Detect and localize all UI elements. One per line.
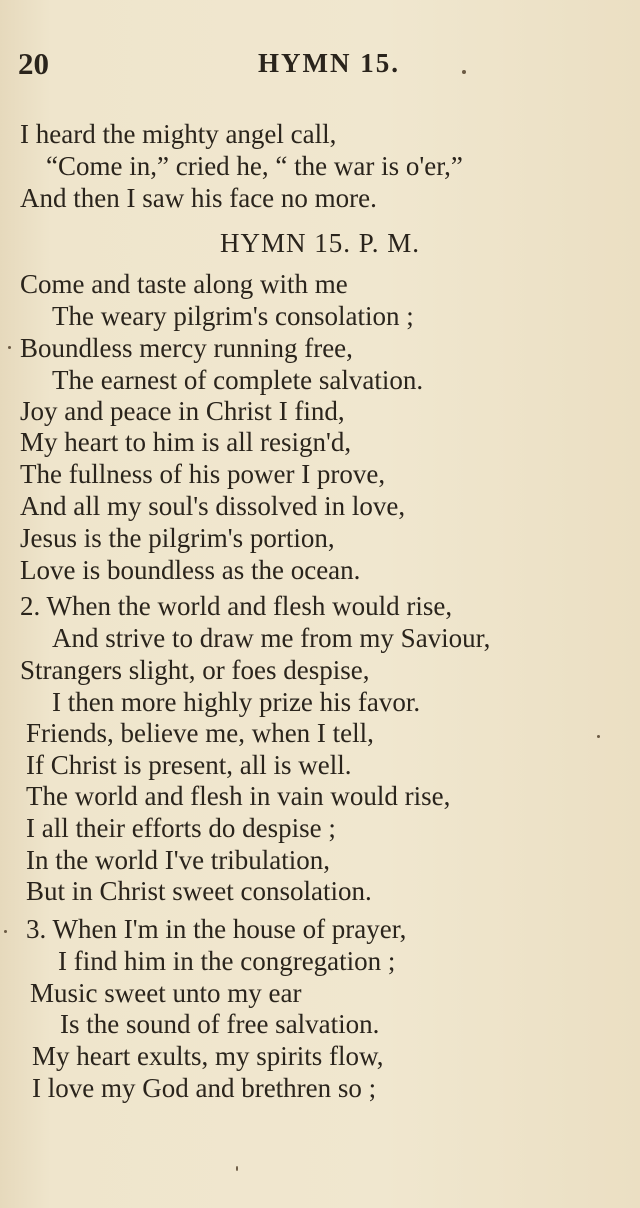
hymn-heading: HYMN 15. P. M. [219, 228, 421, 258]
verse-line: My heart to him is all resign'd, [20, 427, 352, 457]
verse-line: I then more highly prize his favor. [52, 687, 421, 717]
verse-line: Strangers slight, or foes despise, [20, 655, 370, 685]
verse-line: Love is boundless as the ocean. [20, 555, 361, 585]
verse-line: I love my God and brethren so ; [32, 1073, 377, 1103]
paper-speck [236, 1166, 238, 1171]
verse-line: 3. When I'm in the house of prayer, [26, 914, 407, 944]
verse-line: If Christ is present, all is well. [26, 750, 352, 780]
running-head: HYMN 15. [258, 48, 400, 78]
paper-speck [462, 70, 466, 74]
verse-line: The weary pilgrim's consolation ; [52, 301, 414, 331]
page-header [18, 46, 618, 86]
paper-speck [8, 346, 11, 349]
verse-line: But in Christ sweet consolation. [26, 876, 372, 906]
verse-line: 2. When the world and flesh would rise, [20, 591, 453, 621]
verse-line: Boundless mercy running free, [20, 333, 353, 363]
verse-line: And all my soul's dissolved in love, [20, 491, 406, 521]
verse-line: And strive to draw me from my Saviour, [52, 623, 491, 653]
verse-line: I find him in the congregation ; [58, 946, 396, 976]
verse-line: Music sweet unto my ear [30, 978, 302, 1008]
verse-line: The world and flesh in vain would rise, [26, 781, 451, 811]
verse-line: Is the sound of free salvation. [60, 1009, 380, 1039]
page-number: 20 [18, 46, 49, 81]
verse-line: In the world I've tribulation, [26, 845, 331, 875]
verse-line: My heart exults, my spirits flow, [32, 1041, 384, 1071]
verse-line: I all their efforts do despise ; [26, 813, 336, 843]
verse-line: Come and taste along with me [20, 269, 348, 299]
verse-line: Friends, believe me, when I tell, [26, 718, 374, 748]
verse-line: Joy and peace in Christ I find, [20, 396, 345, 426]
previous-hymn-line: And then I saw his face no more. [20, 183, 377, 213]
previous-hymn-line: I heard the mighty angel call, [20, 119, 337, 149]
paper-speck [4, 930, 7, 933]
verse-line: Jesus is the pilgrim's portion, [20, 523, 335, 553]
previous-hymn-line: “Come in,” cried he, “ the war is o'er,” [46, 151, 463, 181]
verse-line: The fullness of his power I prove, [20, 459, 386, 489]
verse-line: The earnest of complete salvation. [52, 365, 424, 395]
paper-speck [597, 735, 600, 738]
